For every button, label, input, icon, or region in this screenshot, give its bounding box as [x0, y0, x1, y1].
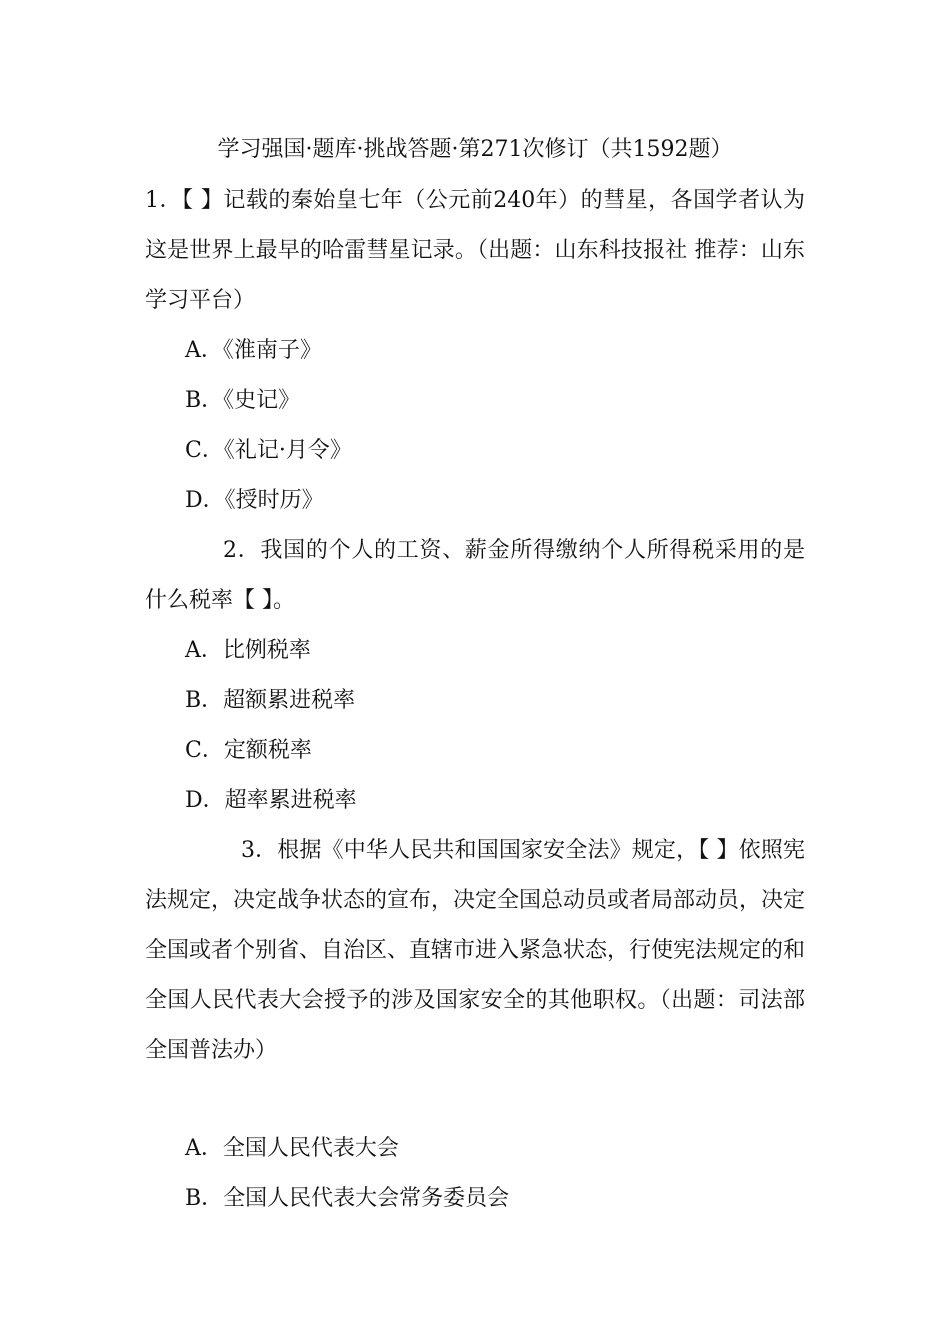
- question-2-option-b: B．超额累进税率: [185, 688, 356, 713]
- question-1-option-a: A．《淮南子》: [185, 338, 322, 363]
- question-2-text: 2．我国的个人的工资、薪金所得缴纳个人所得税采用的是什么税率【 】。: [145, 538, 805, 613]
- question-1-option-c: C．《礼记·月令》: [185, 438, 352, 463]
- question-1-text: 1．【 】记载的秦始皇七年（公元前240年）的彗星，各国学者认为这是世界上最早的哈雷彗星记录。（出题：山东科技报社 推荐：山东学习平台）: [145, 188, 805, 313]
- question-1-option-d: D．《授时历》: [185, 488, 324, 513]
- question-2-option-c: C．定额税率: [185, 738, 312, 763]
- question-3-option-b: B．全国人民代表大会常务委员会: [185, 1186, 510, 1211]
- question-2-option-a: A．比例税率: [185, 638, 311, 663]
- question-3-option-a: A．全国人民代表大会: [185, 1136, 399, 1161]
- question-3-text: 3．根据《中华人民共和国国家安全法》规定，【 】依照宪法规定，决定战争状态的宣布，决定全国总动员或者局部动员，决定全国或者个别省、自治区、直辖市进入紧急状态，行使宪法规定的和全国人民代表大会授予的涉及国家安全的其他职权。（出题：司法部 全国普法办）: [145, 838, 806, 1063]
- question-2-option-d: D．超率累进税率: [185, 788, 357, 813]
- page-title: 学习强国·题库·挑战答题·第271次修订（共1592题）: [217, 137, 733, 162]
- question-1-option-b: B．《史记》: [185, 388, 301, 413]
